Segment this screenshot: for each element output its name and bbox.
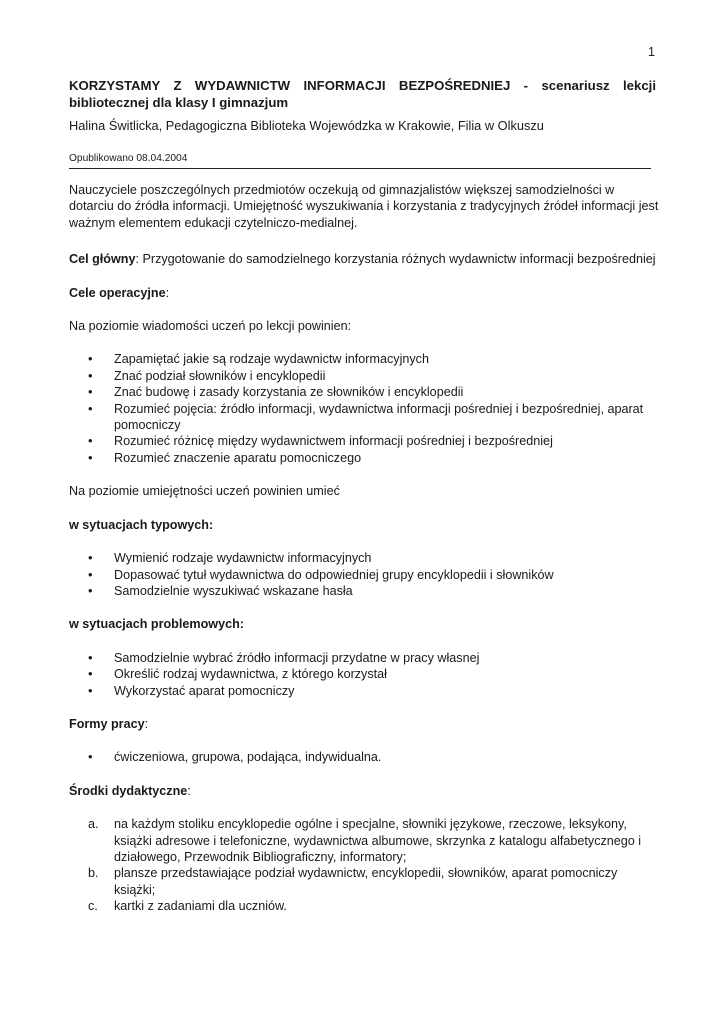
list-marker: b.	[88, 866, 99, 881]
typical-situations-list	[69, 550, 659, 599]
list-item: • Dopasować tytuł wydawnictwa do odpowiedniej grupy encyklopedii i słowników	[69, 567, 659, 583]
list-item: • Samodzielnie wybrać źródło informacji przydatne w pracy własnej	[69, 650, 659, 666]
teaching-aids-label: Środki dydaktyczne	[69, 783, 188, 798]
main-goal-text: : Przygotowanie do samodzielnego korzystania różnych wydawnictw informacji bezpośredniej	[135, 252, 656, 267]
teaching-aids-heading	[69, 783, 659, 799]
operational-goals-label: Cele operacyjne	[69, 285, 166, 300]
list-item	[69, 865, 659, 898]
list-item: • ćwiczeniowa, grupowa, podająca, indywidualna.	[69, 749, 659, 765]
page-number: 1	[648, 45, 655, 59]
list-item: • Rozumieć znaczenie aparatu pomocniczego	[69, 450, 659, 466]
list-item: • Wykorzystać aparat pomocniczy	[69, 683, 659, 699]
problem-situations-label: w sytuacjach problemowych:	[69, 617, 244, 632]
list-item-text: kartki z zadaniami dla uczniów.	[114, 899, 287, 914]
problem-situations-heading	[69, 616, 659, 632]
teaching-aids-suffix: :	[187, 783, 191, 798]
list-item: • Rozumieć pojęcia: źródło informacji, wydawnictwa informacji pośredniej i bezpośredniej, aparat pomocniczy	[69, 401, 659, 434]
teaching-aids-list	[69, 816, 659, 914]
intro-paragraph: Nauczyciele poszczególnych przedmiotów oczekują od gimnazjalistów większej samodzielności w dotarciu do źródła informacji. Umiejętność wyszukiwania i korzystania z tradycyjnych źródeł informacji jest ważnym elementem edukacji czytelniczo-medialnej.	[69, 183, 659, 230]
skills-level-intro: Na poziomie umiejętności uczeń powinien umieć	[69, 484, 340, 499]
list-marker: c.	[88, 899, 98, 914]
author-line: Halina Świtlicka, Pedagogiczna Biblioteka Wojewódzka w Krakowie, Filia w Olkuszu	[69, 118, 544, 133]
list-item: • Określić rodzaj wydawnictwa, z którego korzystał	[69, 666, 659, 682]
document-title: KORZYSTAMY Z WYDAWNICTW INFORMACJI BEZPOŚREDNIEJ - scenariusz lekcji bibliotecznej dla klasy I gimnazjum	[69, 78, 656, 110]
list-item: • Wymienić rodzaje wydawnictw informacyjnych	[69, 550, 659, 566]
work-forms-heading	[69, 716, 659, 732]
list-item: • Znać podział słowników i encyklopedii	[69, 368, 659, 384]
publication-date: Opublikowano 08.04.2004	[69, 153, 188, 164]
list-item: • Zapamiętać jakie są rodzaje wydawnictw informacyjnych	[69, 351, 659, 367]
operational-goals-suffix: :	[165, 285, 170, 300]
list-item-text: plansze przedstawiające podział wydawnictw, encyklopedii, słowników, aparat pomocniczy książki;	[114, 866, 618, 897]
work-forms-list	[69, 749, 659, 765]
operational-goals-heading	[69, 285, 659, 301]
list-item	[69, 816, 659, 865]
main-goal-label: Cel główny	[69, 252, 136, 267]
list-item-text: na każdym stoliku encyklopedie ogólne i specjalne, słowniki językowe, rzeczowe, leksykony, książki adresowe i telefoniczne, wydawnictwa albumowe, skrzynka z katalogu alfabetycznego i działowego, Przewodnik Bibliograficzny, informatory;	[114, 817, 642, 864]
list-item: • Rozumieć różnicę między wydawnictwem informacji pośredniej i bezpośredniej	[69, 433, 659, 449]
typical-situations-heading	[69, 517, 659, 533]
main-goal	[69, 251, 659, 267]
list-item	[69, 898, 659, 914]
problem-situations-list	[69, 650, 659, 699]
knowledge-level-intro: Na poziomie wiadomości uczeń po lekcji powinien:	[69, 319, 352, 334]
list-item: • Samodzielnie wyszukiwać wskazane hasła	[69, 583, 659, 599]
typical-situations-label: w sytuacjach typowych:	[69, 517, 214, 532]
work-forms-suffix: :	[144, 716, 149, 731]
list-marker: a.	[88, 817, 99, 832]
work-forms-label: Formy pracy	[69, 716, 145, 731]
list-item: • Znać budowę i zasady korzystania ze słowników i encyklopedii	[69, 384, 659, 400]
header-divider	[69, 168, 651, 169]
document-body	[69, 182, 659, 915]
knowledge-list	[69, 351, 659, 466]
